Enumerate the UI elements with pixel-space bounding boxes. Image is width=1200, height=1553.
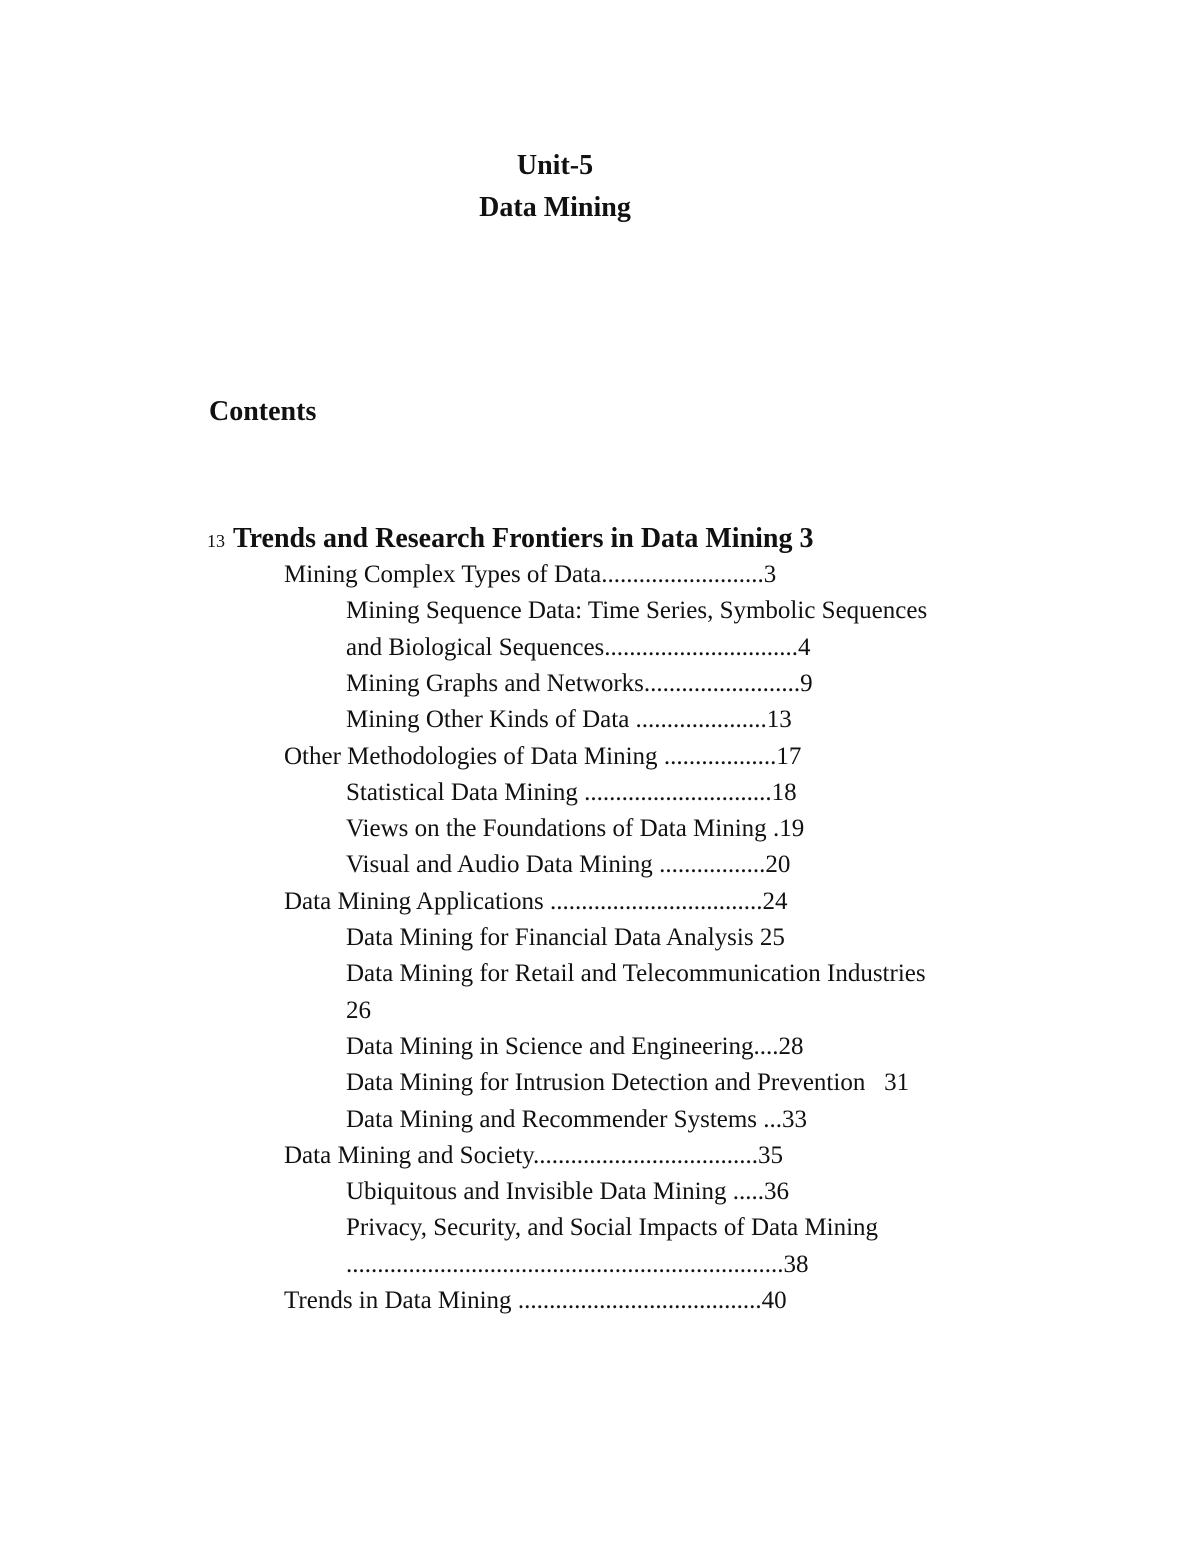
toc-leader: .... [753,1033,779,1060]
toc-page: 28 [778,1033,804,1060]
toc-entry [346,778,797,808]
toc-leader: .................................... [533,1142,759,1169]
toc-entry [284,560,776,590]
toc-page: 24 [762,888,788,915]
toc-page: 33 [782,1106,808,1133]
toc-page: 9 [800,670,813,697]
toc-entry [346,669,813,699]
toc-leader: . [766,815,780,842]
toc-leader: ...................................................................... [346,1251,784,1278]
toc-page: 18 [771,779,797,806]
toc-leader [865,1069,884,1096]
toc-entry [346,633,811,663]
toc-label: 26 [346,997,371,1024]
toc-entry [284,742,801,772]
toc-entry [346,1213,878,1243]
toc-page: 4 [798,634,811,661]
toc-page: 13 [766,706,792,733]
toc-page: 3 [763,561,777,588]
toc-page: 19 [779,815,805,842]
toc-entry [284,1141,783,1171]
toc-label: Data Mining for Intrusion Detection and Prevention [346,1069,866,1096]
toc-entry [284,1286,787,1316]
toc-label: Statistical Data Mining [346,779,578,806]
toc-label: Other Methodologies of Data Mining [284,743,658,770]
toc-leader: ............................... [604,634,799,661]
toc-leader: ....................................... [511,1287,762,1314]
toc-leader: ......................... [643,670,801,697]
toc-label: Views on the Foundations of Data Mining [346,815,767,842]
toc-label: Data Mining and Society [284,1142,534,1169]
toc-entry [346,996,371,1026]
toc-label: Mining Sequence Data: Time Series, Symbolic Sequences [346,597,928,624]
toc-entry [346,1105,807,1135]
toc-label: Data Mining in Science and Engineering [346,1033,754,1060]
toc-entry [346,923,785,953]
toc-page: 38 [783,1251,809,1278]
toc-label: Data Mining for Retail and Telecommunication Industries [346,960,926,987]
toc-leader: .................. [657,743,777,770]
chapter-title: Trends and Research Frontiers in Data Mining 3 [233,523,814,554]
subject-title: Data Mining [479,192,631,223]
chapter-number: 13 [207,531,225,551]
toc-label: Mining Graphs and Networks [346,670,644,697]
toc-label: Ubiquitous and Invisible Data Mining [346,1178,727,1205]
toc-label: Trends in Data Mining [284,1287,512,1314]
toc-label: Privacy, Security, and Social Impacts of Data Mining [346,1214,879,1241]
toc-entry [346,1250,809,1280]
toc-page: 20 [765,851,791,878]
toc-entry [346,959,926,989]
toc-entry [346,596,927,626]
toc-label: Data Mining for Financial Data Analysis [346,924,754,951]
toc-label: Visual and Audio Data Mining [346,851,653,878]
toc-label: Data Mining and Recommender Systems [346,1106,758,1133]
toc-leader: ..................... [629,706,767,733]
toc-leader: .......................... [601,561,764,588]
toc-leader: .............................. [577,779,772,806]
chapter-heading [207,522,814,558]
toc-page: 17 [776,743,802,770]
toc-entry [346,850,790,880]
toc-entry [346,705,792,735]
toc-label: Mining Other Kinds of Data [346,706,630,733]
unit-number: Unit-5 [516,150,594,181]
toc-entry [346,814,804,844]
toc-leader: ..... [726,1178,765,1205]
toc-page: 35 [758,1142,784,1169]
toc-entry [346,1177,789,1207]
toc-label: Mining Complex Types of Data [284,561,602,588]
toc-leader: ................. [652,851,766,878]
toc-entry [346,1068,909,1098]
toc-label: and Biological Sequences [346,634,605,661]
toc-leader: .................................. [543,888,763,915]
toc-entry [284,887,787,917]
toc-leader: ... [757,1106,783,1133]
toc-page: 36 [764,1178,790,1205]
toc-page: 40 [761,1287,787,1314]
toc-page: 31 [884,1069,910,1096]
contents-heading: Contents [209,396,317,427]
toc-page: 25 [759,924,785,951]
toc-entry [346,1032,804,1062]
toc-label: Data Mining Applications [284,888,544,915]
